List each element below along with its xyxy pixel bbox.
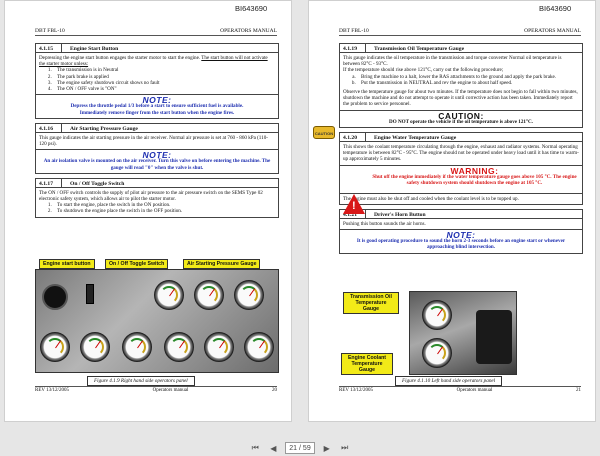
- transmission-gauge-label: Transmission Oil Temperature Gauge: [343, 292, 399, 314]
- page-header: [35, 28, 277, 36]
- section-heading: 4.1.16 Air Starting Pressure Gauge: [35, 123, 279, 133]
- header-title: OPERATORS MANUAL: [524, 28, 581, 34]
- header-model: DBT FBL-10: [35, 28, 65, 34]
- gauge-icon: [234, 280, 264, 310]
- header-model: DBT FBL-10: [339, 28, 369, 34]
- seat-icon: [476, 310, 512, 364]
- note-title: NOTE:: [446, 230, 476, 241]
- section-heading: 4.1.17 On / Off Toggle Switch: [35, 178, 279, 188]
- engine-start-label: Engine start button: [39, 259, 95, 269]
- procedure-list: [343, 74, 579, 86]
- page-footer: REV 13/12/2005 Operators manual 21: [339, 388, 581, 393]
- section-body: Depressing the engine start button engages the starter motor to start the engine. The start button will not activate the starter motor unless: 1. The transmission is in Neutral 2. The park brake is applied 3. The engine safety shutdown circuit shows no fault 4. The ON / OFF valve is "ON": [35, 53, 279, 95]
- gauge-icon: [204, 332, 234, 362]
- warning-box: WARNING: Shut off the engine immediately if the water temperature gauge goes above 105 °C. The engine safety shutdown system should shutdown the engine at 105 °C.: [339, 166, 583, 194]
- gauge-icon: [164, 332, 194, 362]
- document-code: BI643690: [539, 4, 572, 13]
- page-left: [4, 0, 292, 422]
- section-body: This gauge indicates the air starting pressure in the air receiver. Normal air pressure is set at 760 - 860 kPa (110-120 psi).: [35, 133, 279, 150]
- toggle-switch-label: On / Off Toggle Switch: [105, 259, 168, 269]
- document-code: BI643690: [235, 4, 268, 13]
- section-heading: 4.1.19 Transmission Oil Temperature Gauge: [339, 43, 583, 53]
- section-heading: 4.1.21 Driver's Horn Button: [339, 209, 583, 219]
- page-right: [308, 0, 596, 422]
- start-button-icon: [42, 284, 68, 310]
- section-body: The engine must also be shut off and cooled when the coolant level is to be topped up.: [339, 194, 583, 205]
- gauge-icon: [422, 300, 452, 330]
- figure-caption: Figure 4.1.10 Left hand side operators panel: [395, 376, 502, 386]
- condition-list: [39, 67, 275, 92]
- last-page-icon[interactable]: ⏭: [341, 443, 349, 452]
- right-panel-photo: [35, 269, 279, 373]
- list-item: 2. To shutdown the engine place the switch in the OFF position.: [53, 208, 275, 214]
- note-title: NOTE:: [142, 150, 172, 161]
- toggle-switch-icon: [86, 284, 94, 304]
- section-body: The ON / OFF switch controls the supply of pilot air pressure to the air pressure switch on the SEMS Type 02 electronic safety system, which allows air to pilot the starter motor. 1. To start the engine, place the switch in the ON position. 2. To shutdown the engine place the switch in the OFF position.: [35, 188, 279, 218]
- gauge-icon: [122, 332, 152, 362]
- viewer-toolbar: [0, 440, 600, 456]
- warning-title: WARNING:: [450, 165, 499, 176]
- caution-box: CAUTION: DO NOT operate the vehicle if the oil temperature is above 121°C.: [339, 111, 583, 128]
- note-box: NOTE: Depress the throttle pedal 1/3 before a start to ensure sufficient fuel is available. Immediately remove finger from the start button when the engine fires.: [35, 95, 279, 119]
- gauge-icon: [244, 332, 274, 362]
- section-body: This gauge indicates the oil temperature in the transmission and torque converter Normal oil temperature is between 82°C - 93°C. If the temperature should rise above 121°C, carry out the following procedure; a. Bring the machine to a halt, lower the RAS attachments to the ground and apply the park brake. b. Put the transmission in NEUTRAL and rev the engine to about half speed. Observe the temperature gauge for about two minutes. If the temperature does not begin to fall within two minutes, shutdown the machine and do not attempt to operate it until corrective action has been taken. Immediately report the problem to service personnel.: [339, 53, 583, 111]
- gauge-icon: [422, 338, 452, 368]
- gauge-icon: [80, 332, 110, 362]
- caution-icon: CAUTION: [313, 126, 335, 139]
- list-item: b. Put the transmission in NEUTRAL and rev the engine to about half speed.: [357, 80, 579, 86]
- list-item: 1. The transmission is in Neutral: [53, 67, 275, 73]
- list-item: 2. The park brake is applied: [53, 74, 275, 80]
- list-item: 4. The ON / OFF valve is "ON": [53, 86, 275, 92]
- coolant-gauge-label: Engine Coolant Temperature Gauge: [341, 353, 393, 375]
- section-body: Pushing this button sounds the air horns.: [339, 219, 583, 230]
- gauge-icon: [154, 280, 184, 310]
- list-item: 3. The engine safety shutdown circuit shows no fault: [53, 80, 275, 86]
- section-heading: 4.1.15 Engine Start Button: [35, 43, 279, 53]
- list-item: a. Bring the machine to a halt, lower the RAS attachments to the ground and apply the park brake.: [357, 74, 579, 80]
- previous-page-icon[interactable]: ◀: [270, 443, 277, 453]
- figure-caption: Figure 4.1.9 Right hand side operators panel: [87, 376, 195, 386]
- next-page-icon[interactable]: ▶: [323, 443, 330, 453]
- page-header: [339, 28, 581, 36]
- air-gauge-label: Air Starting Pressure Gauge: [183, 259, 260, 269]
- section-body: This shows the coolant temperature circulating through the engine, exhaust and radiator systems. Normal operating temperature is between 82°C - 95°C. The engine should not be operated under heavy load until it has time to warm-up approximately 5 minutes.: [339, 142, 583, 166]
- first-page-icon[interactable]: ⏮: [251, 443, 259, 452]
- page-number: 20: [271, 388, 277, 393]
- note-title: NOTE:: [142, 95, 172, 106]
- page-number-input[interactable]: 21 / 59: [285, 442, 314, 454]
- section-heading: 4.1.20 Engine Water Temperature Gauge: [339, 132, 583, 142]
- header-title: OPERATORS MANUAL: [220, 28, 277, 34]
- note-box: NOTE: An air isolation valve is mounted on the air receiver. Turn this valve on before entering the machine. The gauge will read "0" when the valve is shut.: [35, 150, 279, 174]
- caution-title: CAUTION:: [438, 110, 484, 121]
- step-list: [39, 202, 275, 214]
- left-content: [35, 39, 279, 218]
- right-content: [339, 39, 583, 254]
- gauge-icon: [40, 332, 70, 362]
- list-item: 1. To start the engine, place the switch in the ON position.: [53, 202, 275, 208]
- page-footer: REV 13/12/2005 Operators manual 20: [35, 388, 277, 393]
- left-panel-photo: [409, 291, 517, 375]
- gauge-icon: [194, 280, 224, 310]
- page-number: 21: [575, 388, 581, 393]
- note-box: NOTE: It is good operating procedure to sound the horn 2-3 seconds before an engine start or whenever approaching blind intersection.: [339, 230, 583, 254]
- warning-icon: !: [343, 194, 365, 214]
